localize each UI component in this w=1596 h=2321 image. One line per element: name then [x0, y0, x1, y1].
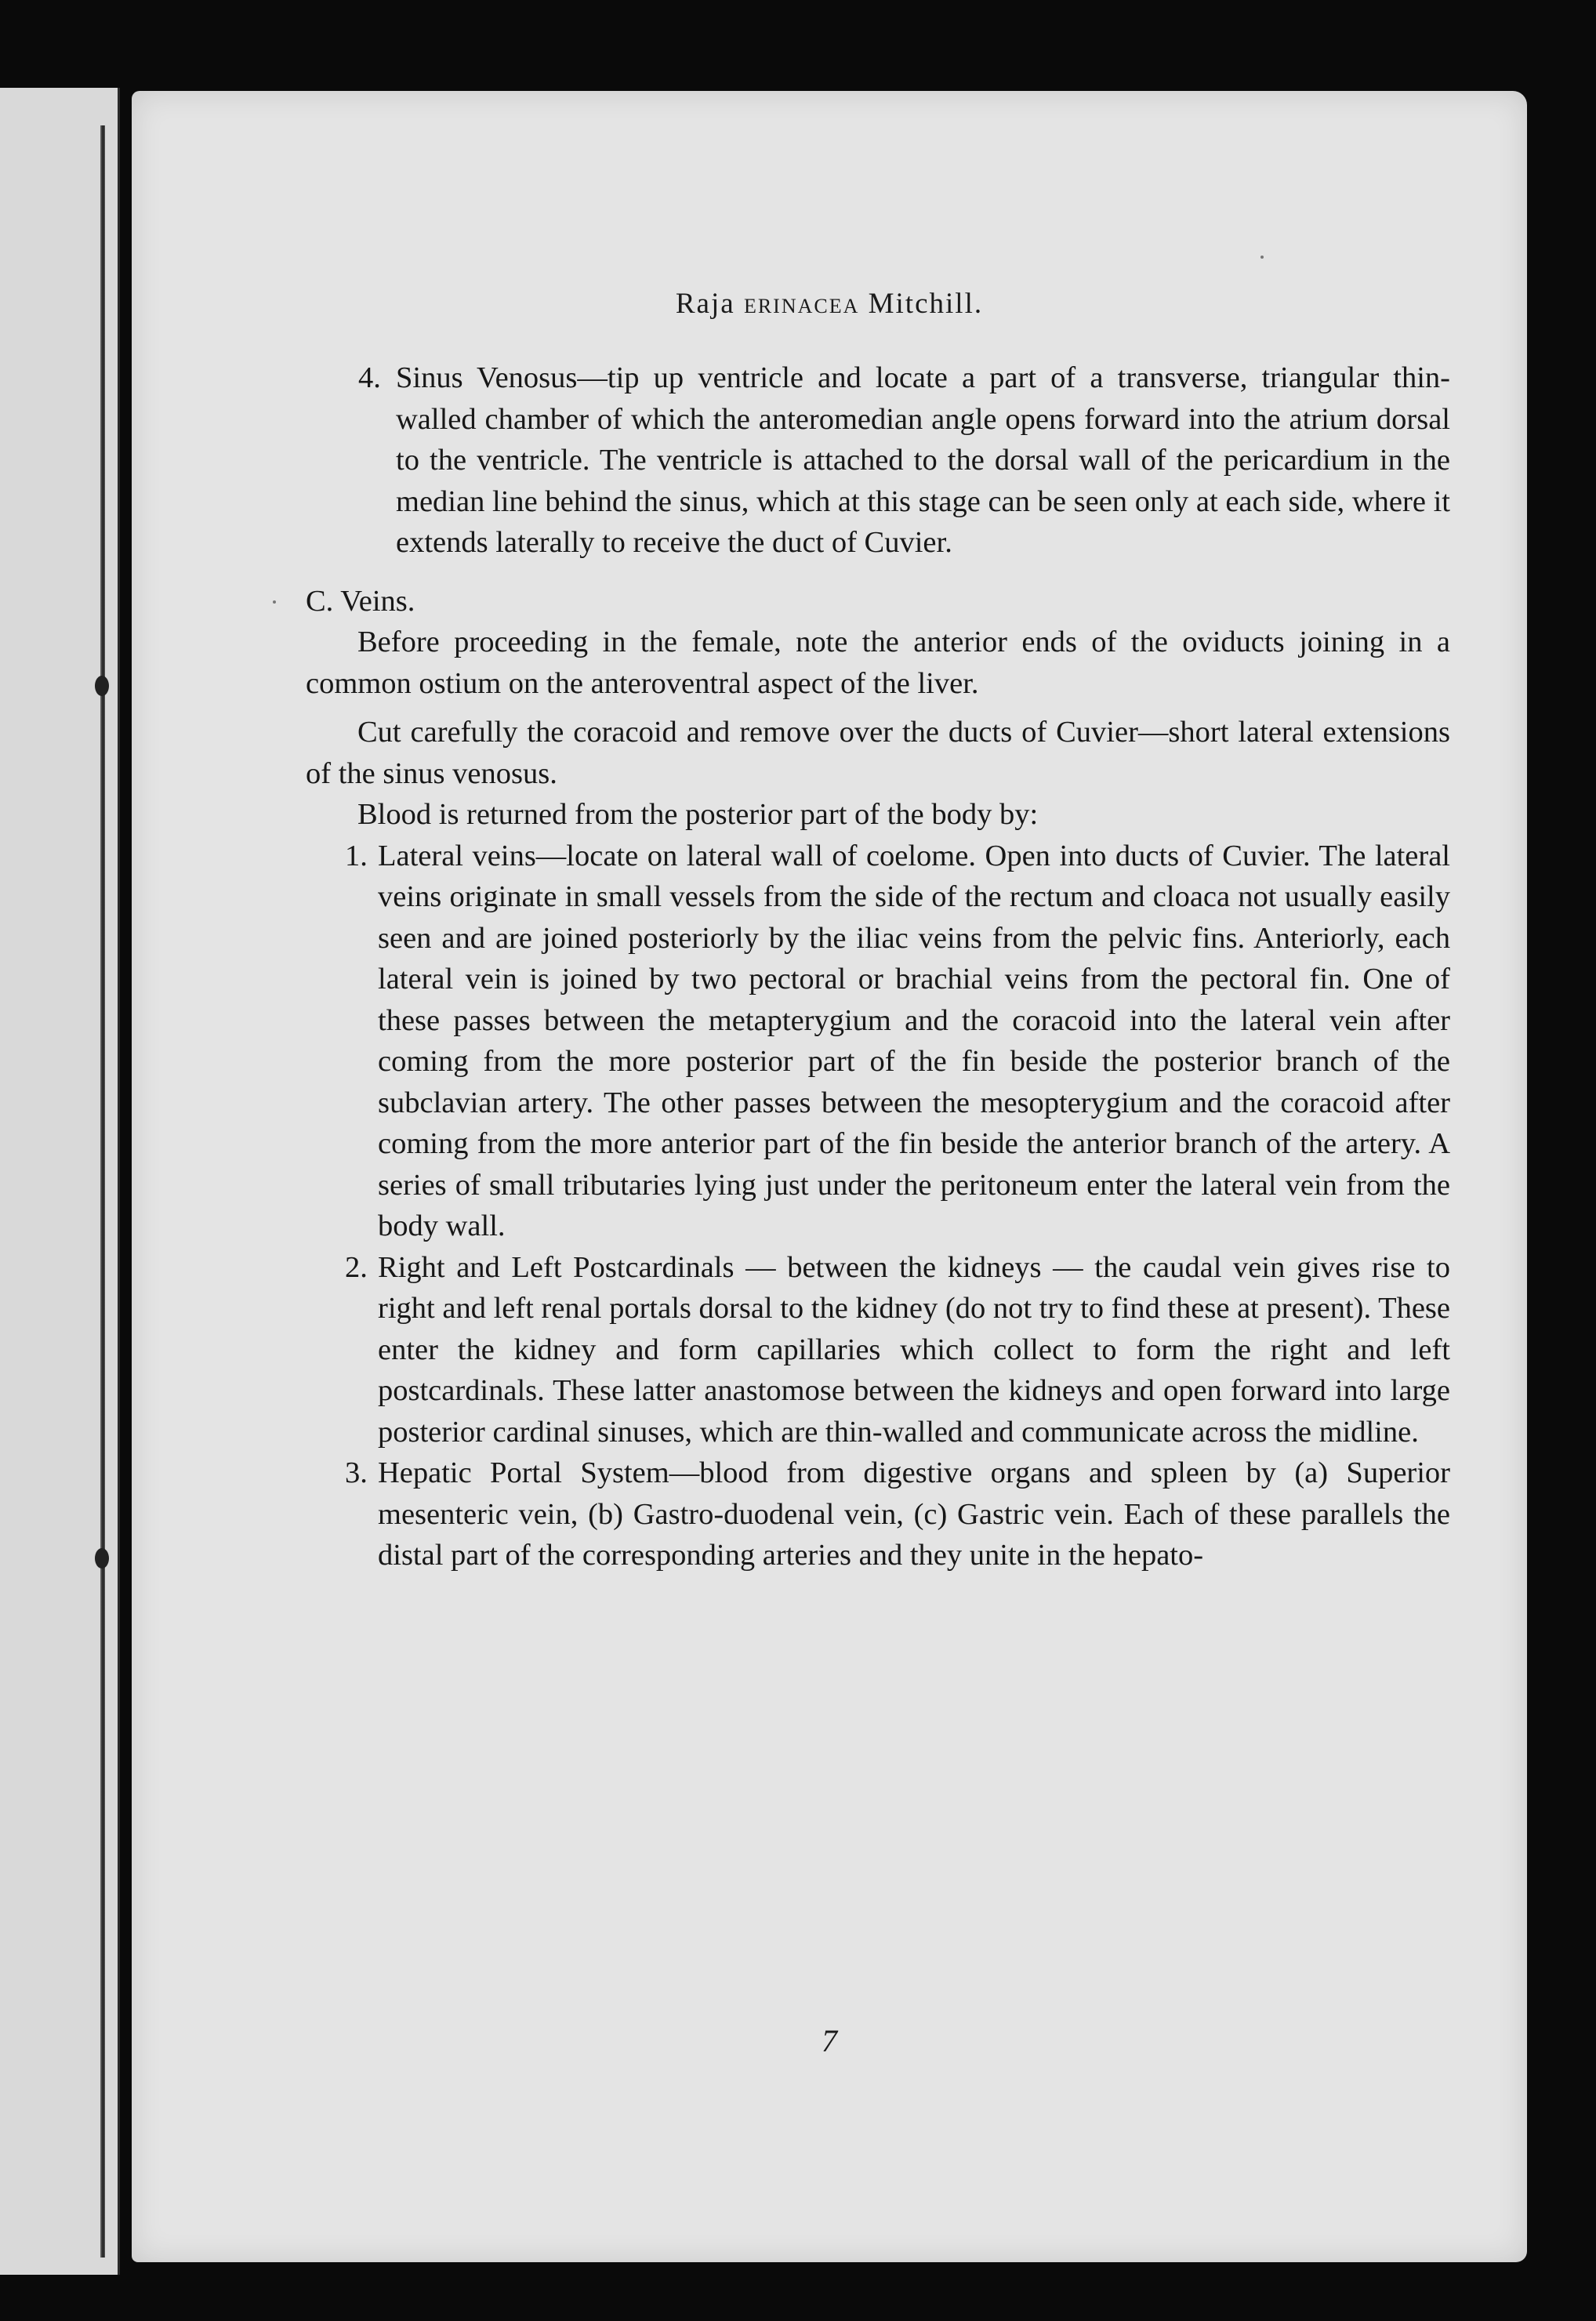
- section-heading-veins: C. Veins.: [306, 584, 415, 618]
- binding-stitch: [95, 676, 109, 696]
- binding-stitch: [95, 1548, 109, 1568]
- page-number: 7: [822, 2023, 837, 2058]
- paragraph-female-note: Before proceeding in the female, note the anterior ends of the oviducts joining in a common ostium on the anteroventral aspect of the liver.: [306, 626, 1450, 700]
- header-genus: Raja: [675, 288, 735, 320]
- paragraph-blood-return: Blood is returned from the posterior part of the body by:: [357, 798, 1039, 831]
- list-item-postcardinals: [306, 1247, 1450, 1453]
- list-number: 2.: [345, 1250, 368, 1284]
- scan-speck: [1260, 256, 1264, 259]
- list-number: 4.: [358, 361, 381, 394]
- list-item-hepatic-portal: [306, 1452, 1450, 1576]
- list-item-text: Lateral veins—locate on lateral wall of coelome. Open into ducts of Cuvier. The lateral veins originate in small vessels from the side of the rectum and cloaca not usually easily seen and are joined posteriorly by the iliac veins from the pelvic fins. Anteriorly, each lateral vein is joined by two pectoral or brachial veins from the pectoral fin. One of these passes between the metapterygium and the coracoid into the lateral vein after coming from the more posterior part of the fin beside the posterior branch of the subclavian artery. The other passes between the mesopterygium and the coracoid after coming from the more anterior part of the fin beside the anterior branch of the artery. A series of small tributaries lying just under the peritoneum enter the lateral vein from the body wall.: [378, 839, 1450, 1242]
- paragraph-coracoid: Cut carefully the coracoid and remove over the ducts of Cuvier—short lateral extensions of the sinus venosus.: [306, 716, 1450, 790]
- list-item-sinus-venosus: [306, 357, 1450, 564]
- list-item-lateral-veins: [306, 836, 1450, 1247]
- binding-shadow: [100, 125, 105, 2258]
- list-number: 3.: [345, 1456, 368, 1489]
- list-number: 1.: [345, 839, 368, 872]
- page-body: [306, 357, 1450, 1576]
- scan-speck: [273, 600, 276, 604]
- header-author: Mitchill.: [868, 288, 984, 320]
- list-item-text: Sinus Venosus—tip up ventricle and locate a part of a transverse, triangular thin-walled chamber of which the anteromedian angle opens forward into the atrium dorsal to the ventricle. The ventricle is attached to the dorsal wall of the pericardium in the median line behind the sinus, which at this stage can be seen only at each side, where it extends laterally to receive the duct of Cuvier.: [396, 361, 1450, 559]
- book-page: [132, 91, 1527, 2262]
- header-species: erinacea: [743, 288, 860, 320]
- list-item-text: Hepatic Portal System—blood from digestive organs and spleen by (a) Superior mesenteric vein, (b) Gastro-duodenal vein, (c) Gastric vein. Each of these parallels the distal part of the corresponding arteries and they unite in the hepato-: [378, 1456, 1450, 1572]
- running-header: [132, 287, 1527, 321]
- list-item-text: Right and Left Postcardinals — between the kidneys — the caudal vein gives rise to right and left renal portals dorsal to the kidney (do not try to find these at present). These enter the kidney and form capillaries which collect to form the right and left postcardinals. These latter anastomose between the kidneys and open forward into large posterior cardinal sinuses, which are thin-walled and communicate across the midline.: [378, 1250, 1450, 1449]
